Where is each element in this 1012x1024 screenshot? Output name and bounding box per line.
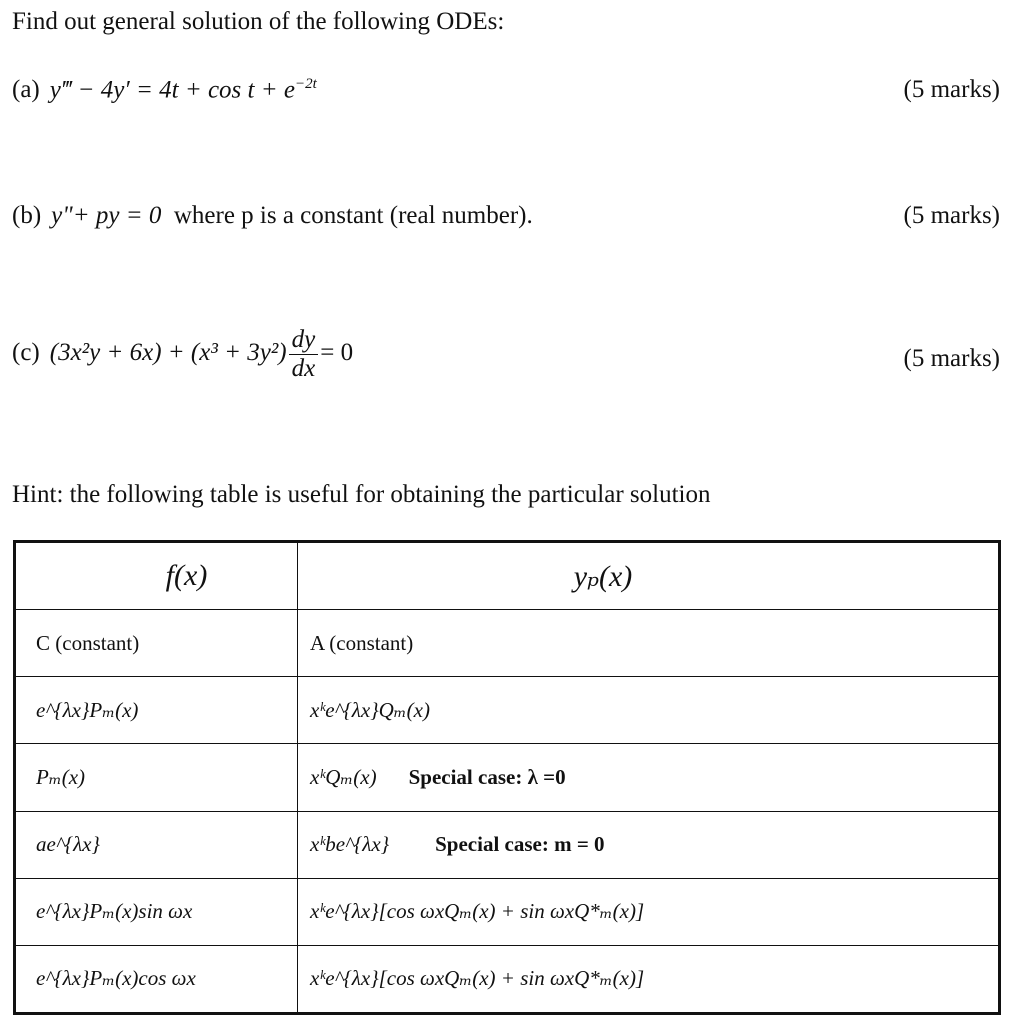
table-row <box>15 945 1000 1013</box>
question-c <box>12 326 353 383</box>
fraction-denominator: dx <box>291 355 316 382</box>
question-b-marks: (5 marks) <box>903 202 1000 229</box>
cell-f: e^{λx}Pₘ(x) <box>15 677 298 744</box>
cell-f: Pₘ(x) <box>15 744 298 811</box>
cell-f: e^{λx}Pₘ(x)sin ωx <box>15 878 298 945</box>
question-c-marks: (5 marks) <box>903 345 1000 372</box>
cell-f: e^{λx}Pₘ(x)cos ωx <box>15 945 298 1013</box>
hint-text: Hint: the following table is useful for obtaining the particular solution <box>12 481 711 508</box>
question-c-equation-left: (3x²y + 6x) + (x³ + 3y²) <box>49 339 287 367</box>
cell-y-formula: xᵏbe^{λx} <box>310 832 390 857</box>
instructions-heading: Find out general solution of the following ODEs: <box>12 8 505 35</box>
header-fx: f(x) <box>15 542 298 610</box>
question-b-equation: y"+ py = 0 <box>51 202 162 229</box>
cell-y-formula: xᵏQₘ(x) <box>310 764 377 789</box>
table-row <box>15 677 1000 744</box>
cell-y: xᵏe^{λx}[cos ωxQₘ(x) + sin ωxQ*ₘ(x)] <box>298 878 1000 945</box>
cell-y: xᵏe^{λx}Qₘ(x) <box>298 677 1000 744</box>
question-a <box>12 76 317 104</box>
particular-solution-table <box>13 540 1001 1015</box>
cell-y <box>298 811 1000 878</box>
question-b <box>12 202 533 230</box>
question-b-note: where p is a constant (real number). <box>173 202 533 229</box>
question-c-equation-right: = 0 <box>320 339 354 367</box>
table-row <box>15 878 1000 945</box>
question-a-equation: y‴ − 4y′ = 4t + cos t + e <box>49 76 295 104</box>
cell-y: A (constant) <box>298 610 1000 677</box>
cell-f: C (constant) <box>15 610 298 677</box>
table-row <box>15 811 1000 878</box>
question-b-label: (b) <box>12 202 42 229</box>
table-header-row <box>15 542 1000 610</box>
question-a-marks: (5 marks) <box>903 76 1000 103</box>
question-c-fraction <box>289 326 319 383</box>
cell-y: xᵏe^{λx}[cos ωxQₘ(x) + sin ωxQ*ₘ(x)] <box>298 945 1000 1013</box>
special-case-note: Special case: λ =0 <box>408 764 566 789</box>
header-yp: yₚ(x) <box>298 542 1000 610</box>
fraction-numerator: dy <box>289 326 319 355</box>
question-a-label: (a) <box>12 76 40 104</box>
cell-y <box>298 744 1000 811</box>
question-a-exponent: −2t <box>294 76 317 92</box>
table-row <box>15 744 1000 811</box>
special-case-note: Special case: m = 0 <box>435 832 605 857</box>
cell-f: ae^{λx} <box>15 811 298 878</box>
question-c-label: (c) <box>12 339 40 367</box>
table-row <box>15 610 1000 677</box>
